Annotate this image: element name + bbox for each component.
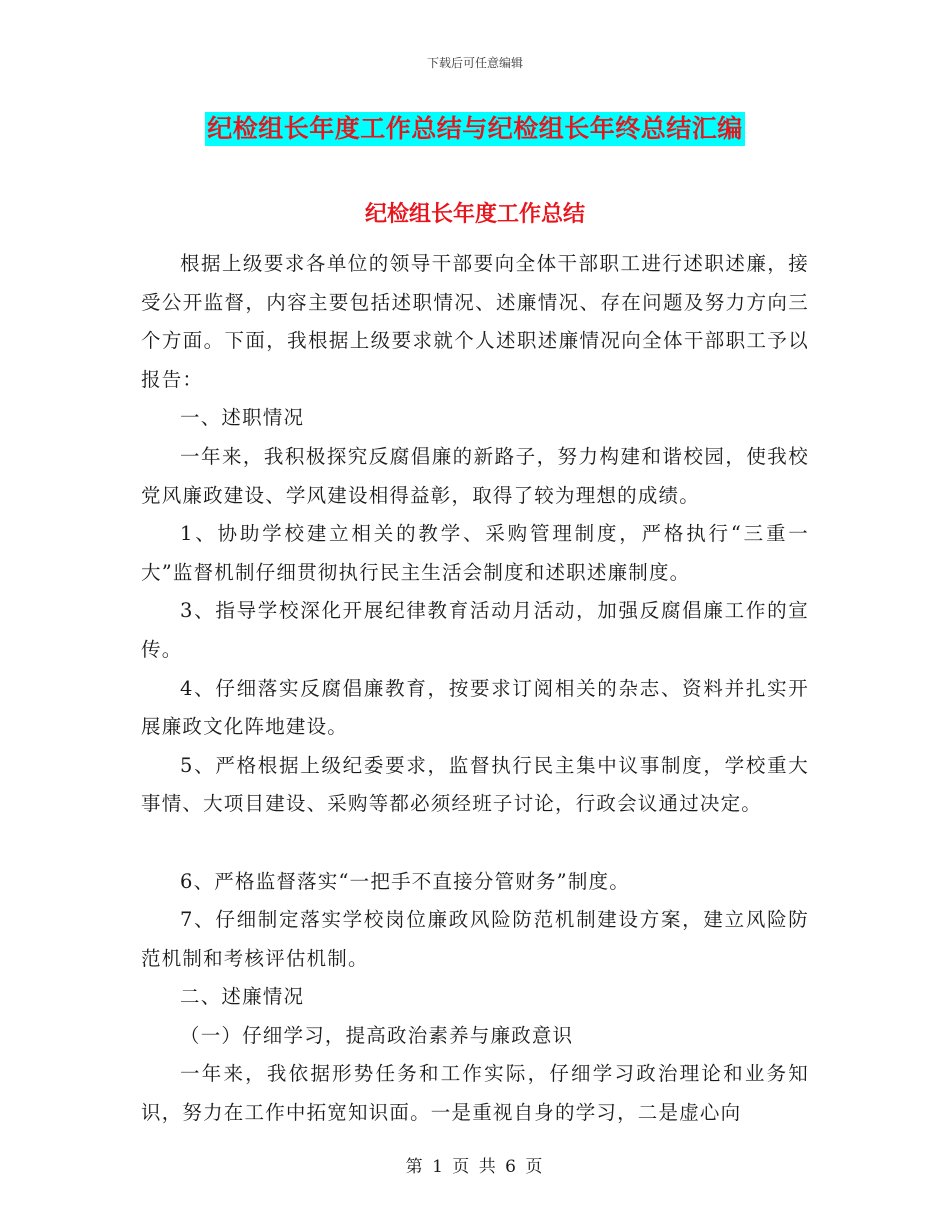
heading-shulian: 二、述廉情况 <box>180 985 305 1009</box>
section-title: 纪检组长年度工作总结 <box>364 202 585 227</box>
list-item: 1、协助学校建立相关的教学、采购管理制度，严格执行“三重一大”监督机制仔细贯彻执行民主生活会制度和述职述廉制度。 <box>141 522 809 584</box>
heading-shuzhi: 一、述职情况 <box>180 406 305 430</box>
list-item: 5、严格根据上级纪委要求，监督执行民主集中议事制度，学校重大事情、大项目建设、采购等都必须经班子讨论，行政会议通过决定。 <box>141 753 809 816</box>
list-item: 7、仔细制定落实学校岗位廉政风险防范机制建设方案，建立风险防范机制和考核评估机制。 <box>141 908 809 970</box>
page-number-footer: 第 1 页 共 6 页 <box>405 1157 545 1177</box>
list-item: 3、指导学校深化开展纪律教育活动月活动，加强反腐倡廉工作的宣传。 <box>141 599 809 661</box>
main-title-container <box>0 112 950 146</box>
main-title: 纪检组长年度工作总结与纪检组长年终总结汇编 <box>205 112 745 146</box>
subheading: （一）仔细学习，提高政治素养与廉政意识 <box>180 1023 574 1047</box>
paragraph: 根据上级要求各单位的领导干部要向全体干部职工进行述职述廉，接受公开监督，内容主要包括述职情况、述廉情况、存在问题及努力方向三个方面。下面，我根据上级要求就个人述职述廉情况向全体干部职工予以报告： <box>141 252 809 391</box>
list-item: 6、严格监督落实“一把手不直接分管财务”制度。 <box>180 869 630 893</box>
list-item: 4、仔细落实反腐倡廉教育，按要求订阅相关的杂志、资料并扎实开展廉政文化阵地建设。 <box>141 676 809 739</box>
document-body <box>141 245 809 1133</box>
paragraph: 一年来，我依据形势任务和工作实际，仔细学习政治理论和业务知识，努力在工作中拓宽知识面。一是重视自身的学习，二是虚心向 <box>141 1062 809 1125</box>
header-note: 下载后可任意编辑 <box>426 56 523 70</box>
paragraph: 一年来，我积极探究反腐倡廉的新路子，努力构建和谐校园，使我校党风廉政建设、学风建设相得益彰，取得了较为理想的成绩。 <box>141 444 809 507</box>
